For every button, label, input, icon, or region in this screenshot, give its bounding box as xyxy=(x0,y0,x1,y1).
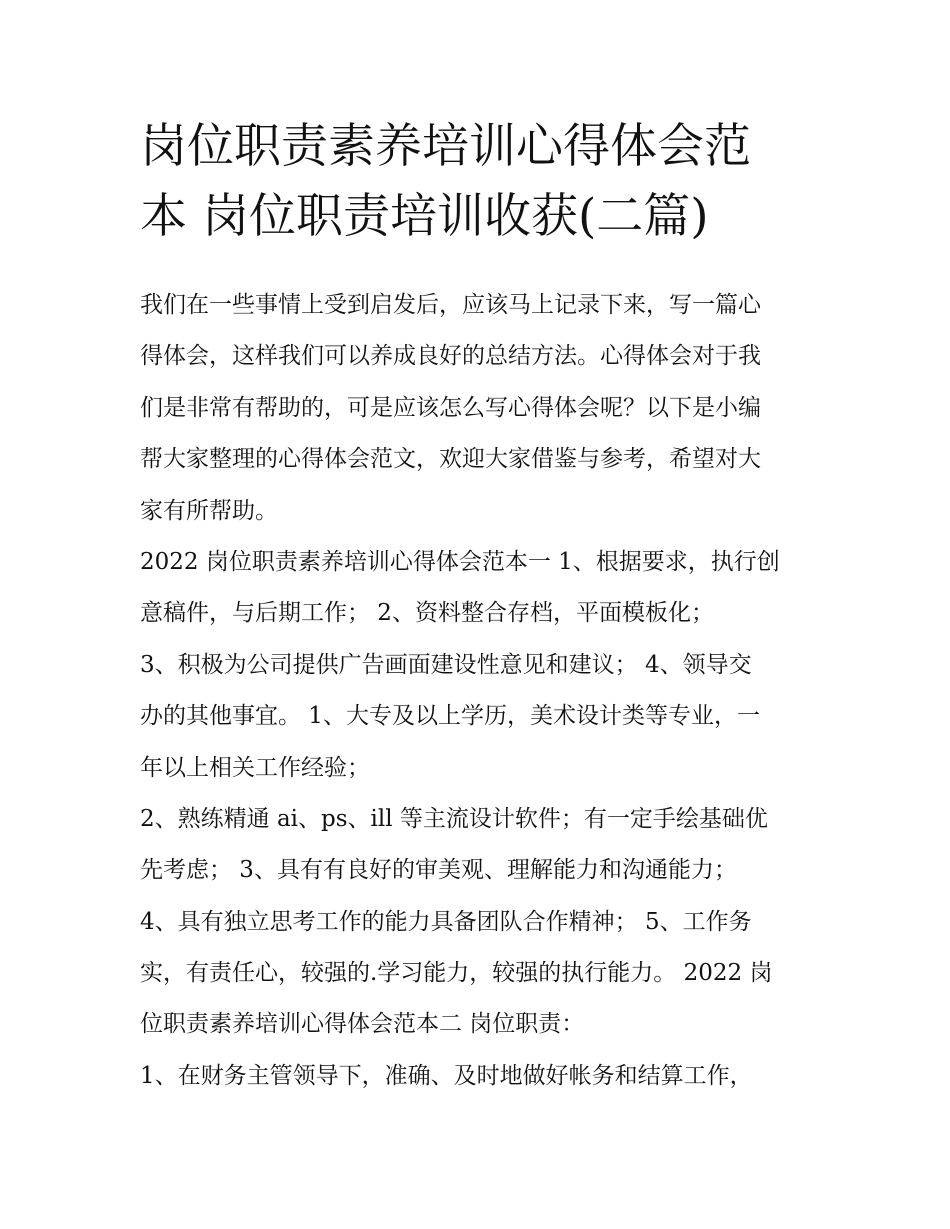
title-line: 岗位职责素养培训心得体会范 xyxy=(140,119,751,174)
body-line: 位职责素养培训心得体会范本二 岗位职责： xyxy=(140,1011,585,1038)
body-line: 年以上相关工作经验； xyxy=(140,754,370,781)
title-line: 本 岗位职责培训收获(二篇) xyxy=(140,189,709,244)
body-line: 1、在财务主管领导下，准确、及时地做好帐务和结算工作， xyxy=(140,1062,753,1089)
body-line: 家有所帮助。 xyxy=(140,497,278,524)
body-line: 帮大家整理的心得体会范文，欢迎大家借鉴与参考，希望对大 xyxy=(140,446,761,473)
body-line: 我们在一些事情上受到启发后，应该马上记录下来，写一篇心 xyxy=(140,292,761,318)
body-line: 先考虑； 3、具有有良好的审美观、理解能力和沟通能力； xyxy=(140,857,737,884)
document-title xyxy=(140,112,820,252)
body-line: 办的其他事宜。 1、大专及以上学历，美术设计类等专业，一 xyxy=(140,703,760,730)
body-line: 们是非常有帮助的，可是应该怎么写心得体会呢？以下是小编 xyxy=(140,394,761,421)
document-body xyxy=(140,280,830,1102)
body-line: 得体会，这样我们可以养成良好的总结方法。心得体会对于我 xyxy=(140,343,761,370)
body-line: 实，有责任心，较强的.学习能力，较强的执行能力。 2022 岗 xyxy=(140,960,773,987)
body-line: 2、熟练精通 ai、ps、ill 等主流设计软件；有一定手绘基础优 xyxy=(140,805,768,832)
body-line: 3、积极为公司提供广告画面建设性意见和建议； 4、领导交 xyxy=(140,651,752,678)
body-line: 2022 岗位职责素养培训心得体会范本一 1、根据要求，执行创 xyxy=(140,548,780,575)
body-line: 4、具有独立思考工作的能力具备团队合作精神； 5、工作务 xyxy=(140,908,752,935)
body-line: 意稿件，与后期工作； 2、资料整合存档，平面模板化； xyxy=(140,600,714,627)
